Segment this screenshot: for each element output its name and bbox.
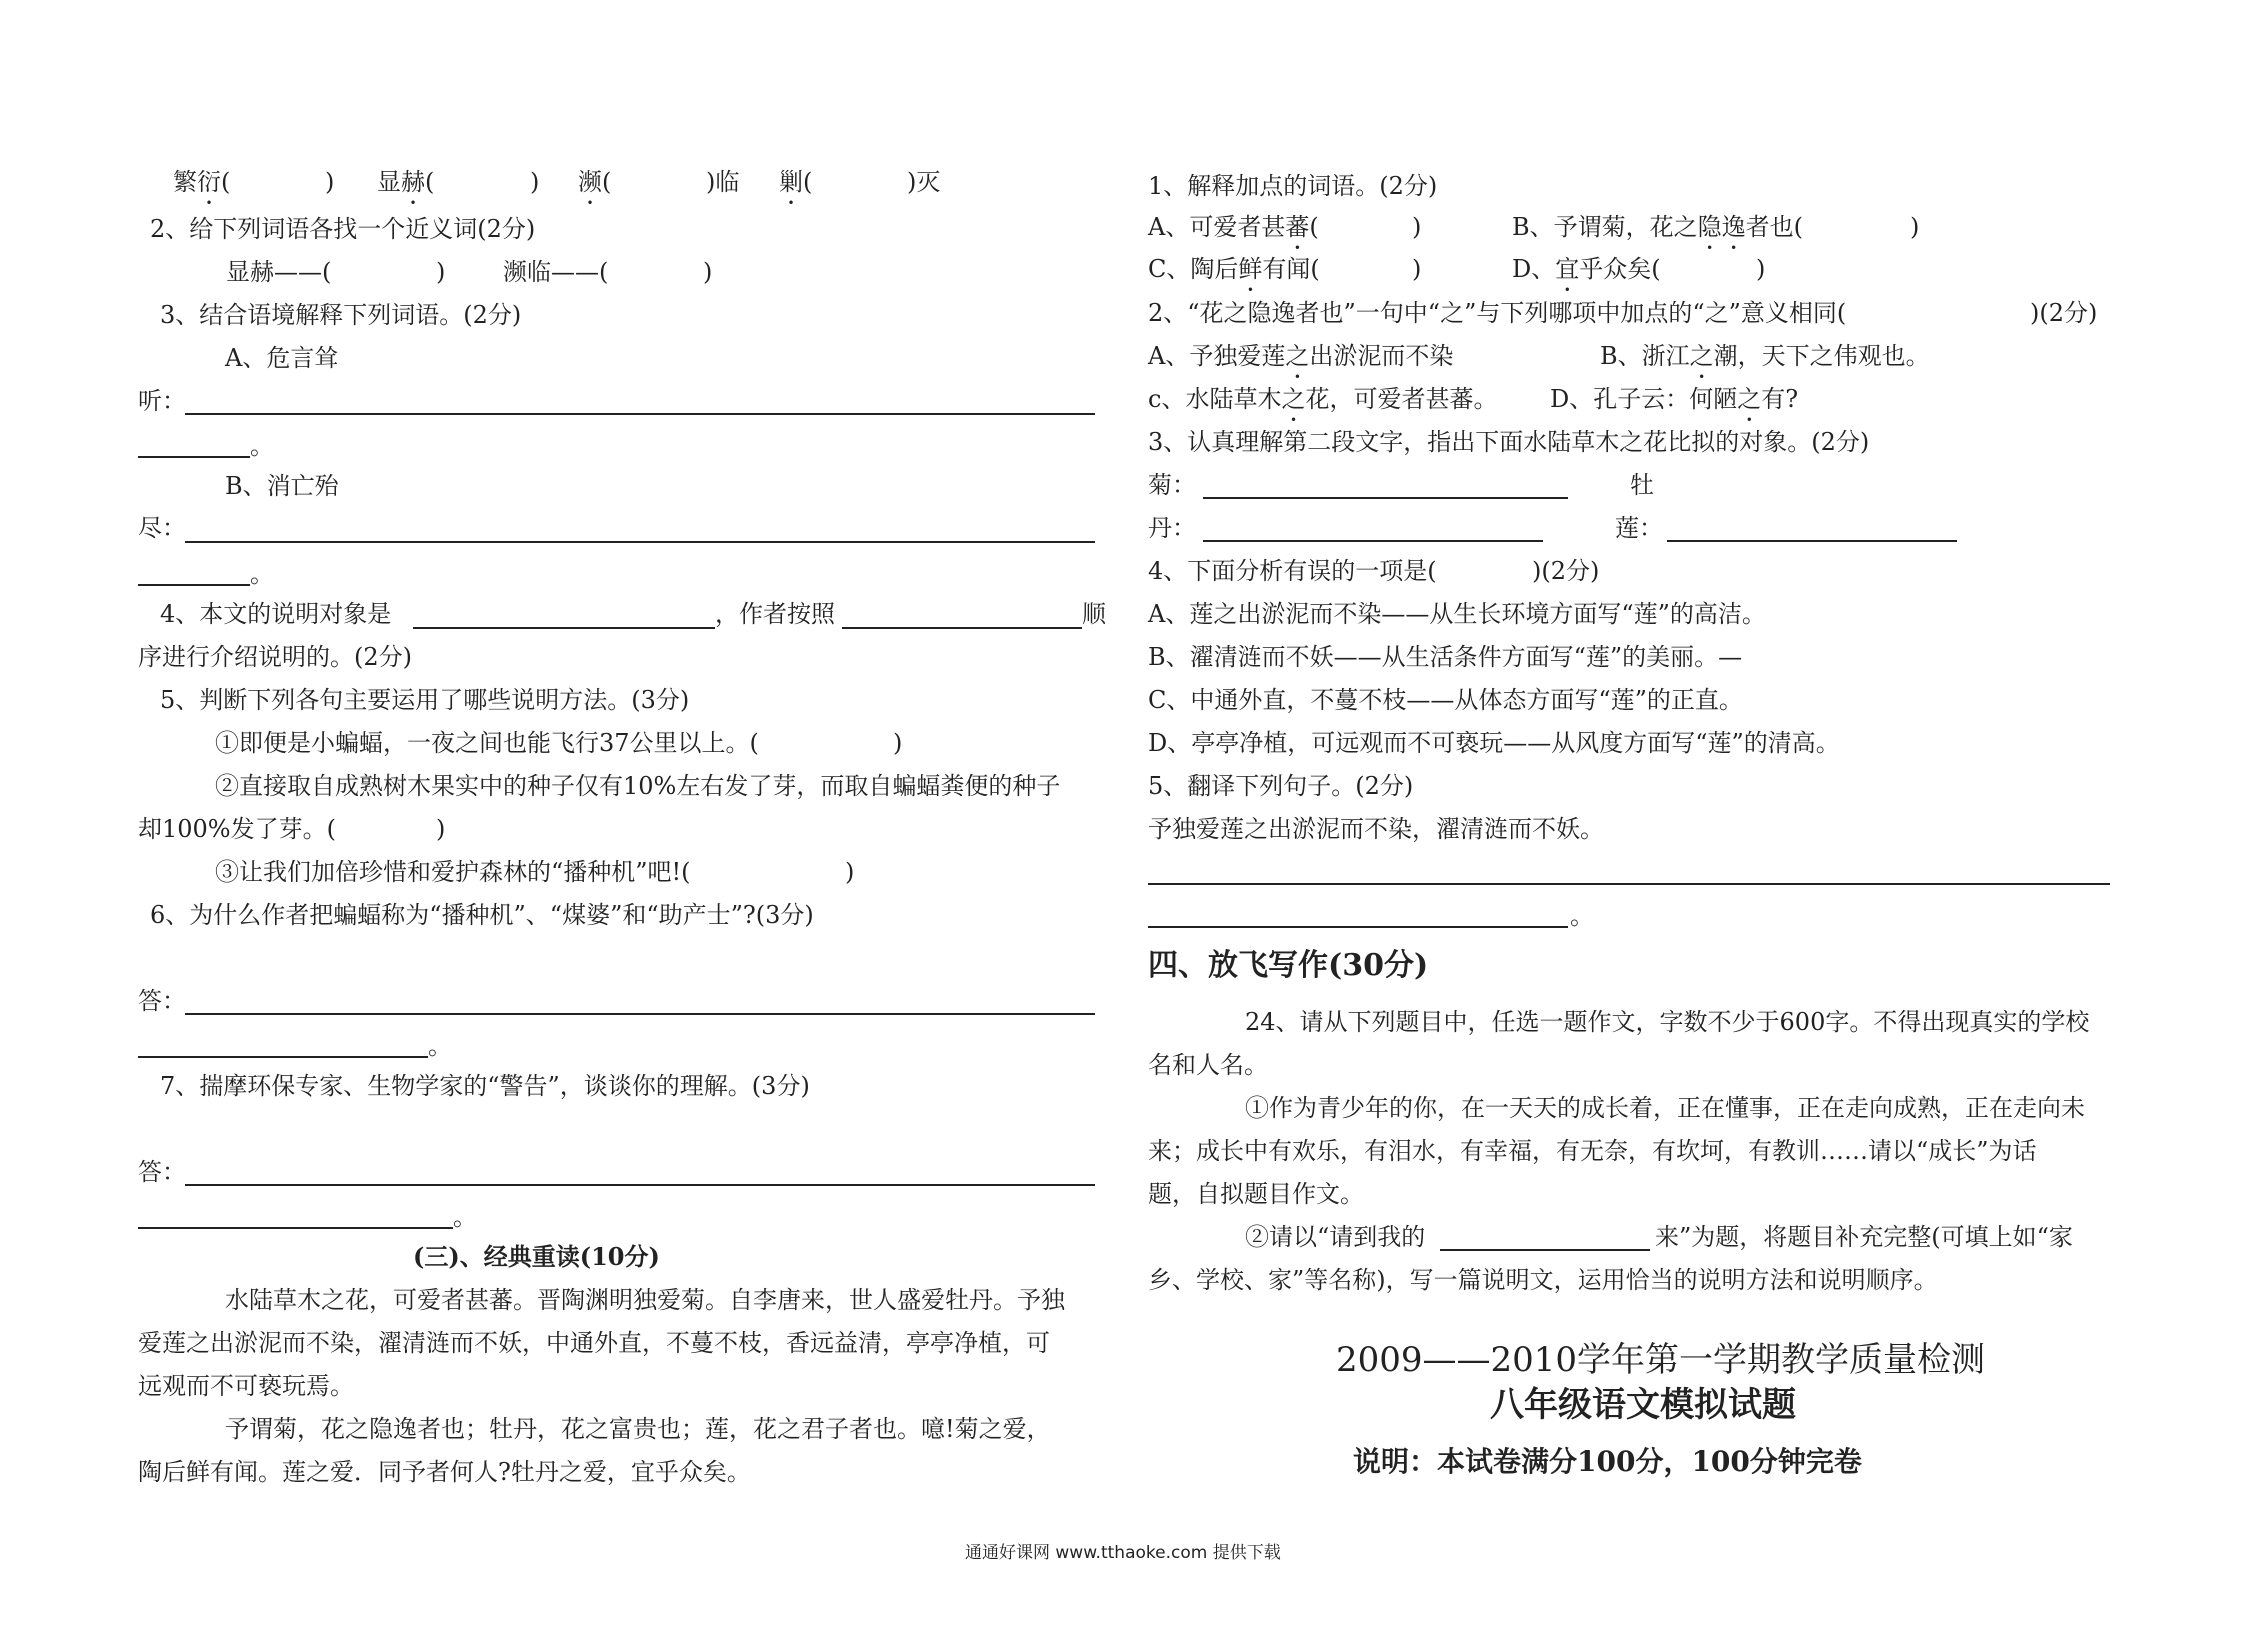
r2a: A、予独爱莲之出淤泥而不染 bbox=[1148, 342, 1454, 370]
answer-prefix: 答： bbox=[138, 1158, 186, 1186]
r2b: B、浙江之潮，天下之伟观也。 bbox=[1600, 342, 1930, 370]
q3b-prefix: 尽： bbox=[138, 514, 186, 542]
r3-text: 3、认真理解第二段文字，指出下面水陆草木之花比拟的对象。(2分) bbox=[1148, 428, 1870, 456]
section-4-heading: 四、放飞写作(30分) bbox=[1148, 948, 1429, 983]
r4-text: 4、下面分析有误的一项是( bbox=[1148, 557, 1437, 585]
writing-line: 名和人名。 bbox=[1148, 1051, 1268, 1079]
answer-line[interactable] bbox=[185, 1013, 1095, 1015]
q1-word-binlin: 濒( bbox=[578, 168, 612, 196]
answer-line[interactable] bbox=[138, 584, 250, 586]
q3a-text: A、危言耸 bbox=[225, 344, 339, 372]
passage-line: 水陆草木之花，可爱者甚蕃。晋陶渊明独爱菊。自李唐来，世人盛爱牡丹。予独 bbox=[225, 1286, 1065, 1314]
footer-credit: 通通好课网 www.tthaoke.com 提供下载 bbox=[965, 1543, 1281, 1563]
r3-dan: 丹： bbox=[1148, 514, 1196, 542]
q1-word-xianhe: 显赫( bbox=[377, 168, 435, 196]
r4c: C、中通外直，不蔓不枝——从体态方面写“莲”的正直。 bbox=[1148, 686, 1743, 714]
r1b-close: ) bbox=[1910, 213, 1920, 241]
q5-item: 却100%发了芽。( bbox=[138, 815, 336, 843]
writing-line: 来”为题，将题目补充完整(可填上如“家 bbox=[1655, 1223, 2073, 1251]
period: 。 bbox=[250, 560, 274, 588]
exam-subtitle: 八年级语文模拟试题 bbox=[1490, 1385, 1796, 1425]
q4-text: ，作者按照 bbox=[715, 600, 835, 628]
q5-close: ) bbox=[436, 815, 446, 843]
r4-close: )(2分) bbox=[1532, 557, 1600, 585]
writing-line: 题，自拟题目作文。 bbox=[1148, 1180, 1364, 1208]
r2c: c、水陆草木之花，可爱者甚蕃。 bbox=[1148, 385, 1498, 413]
answer-line[interactable] bbox=[1667, 540, 1957, 542]
writing-line: ①作为青少年的你，在一天天的成长着，正在懂事，正在走向成熟，正在走向未 bbox=[1245, 1094, 2085, 1122]
exam-title: 2009——2010学年第一学期教学质量检测 bbox=[1336, 1340, 1986, 1380]
r4d: D、亭亭净植，可远观而不可亵玩——从风度方面写“莲”的清高。 bbox=[1148, 729, 1840, 757]
answer-line[interactable] bbox=[1203, 540, 1543, 542]
q1-word-fanyan: 繁衍( bbox=[173, 168, 231, 196]
q1-close: )临 bbox=[706, 168, 740, 196]
writing-line: ②请以“请到我的 bbox=[1245, 1223, 1426, 1251]
period: 。 bbox=[453, 1203, 477, 1231]
q1-close: ) bbox=[530, 168, 540, 196]
q2-text: 2、给下列词语各找一个近义词(2分) bbox=[150, 215, 536, 243]
answer-line[interactable] bbox=[185, 413, 1095, 415]
r2d: D、孔子云：何陋之有? bbox=[1550, 385, 1799, 413]
q3a-prefix: 听： bbox=[138, 387, 186, 415]
q5-text: 5、判断下列各句主要运用了哪些说明方法。(3分) bbox=[160, 686, 690, 714]
r3-lian: 莲： bbox=[1615, 514, 1663, 542]
answer-line[interactable] bbox=[1148, 883, 2110, 885]
period: 。 bbox=[250, 432, 274, 460]
period: 。 bbox=[428, 1032, 452, 1060]
passage-line: 予谓菊，花之隐逸者也；牡丹，花之富贵也；莲，花之君子者也。噫!菊之爱， bbox=[225, 1415, 1051, 1443]
q2-item: ) bbox=[703, 258, 713, 286]
answer-line[interactable] bbox=[138, 456, 250, 458]
r1d: D、宜乎众矣( bbox=[1512, 255, 1661, 283]
answer-line[interactable] bbox=[185, 1184, 1095, 1186]
r1-text: 1、解释加点的词语。(2分) bbox=[1148, 172, 1438, 200]
passage-line: 爱莲之出淤泥而不染，濯清涟而不妖，中通外直，不蔓不枝，香远益清，亭亭净植，可 bbox=[138, 1329, 1050, 1357]
q5-close: ) bbox=[845, 858, 855, 886]
q4-text: 4、本文的说明对象是 bbox=[160, 600, 392, 628]
q5-item: ②直接取自成熟树木果实中的种子仅有10%左右发了芽，而取自蝙蝠粪便的种子 bbox=[215, 772, 1061, 800]
q2-item: 显赫——( bbox=[226, 258, 332, 286]
q6-text: 6、为什么作者把蝙蝠称为“播种机”、“煤婆”和“助产士”?(3分) bbox=[150, 901, 814, 929]
answer-line[interactable] bbox=[138, 1227, 453, 1229]
exam-note: 说明：本试卷满分100分，100分钟完卷 bbox=[1353, 1445, 1862, 1478]
writing-line: 乡、学校、家”等名称)，写一篇说明文，运用恰当的说明方法和说明顺序。 bbox=[1148, 1266, 1938, 1294]
r1b: B、予谓菊，花之隐逸者也( bbox=[1512, 213, 1804, 241]
answer-line[interactable] bbox=[138, 1056, 428, 1058]
writing-line: 来；成长中有欢乐，有泪水，有幸福，有无奈，有坎坷，有教训……请以“成长”为话 bbox=[1148, 1137, 2037, 1165]
r3-ju: 菊： bbox=[1148, 471, 1196, 499]
q3b-text: B、消亡殆 bbox=[225, 472, 339, 500]
q2-item: ) bbox=[436, 258, 446, 286]
passage-line: 陶后鲜有闻。莲之爱．同予者何人?牡丹之爱，宜乎众矣。 bbox=[138, 1458, 751, 1486]
q3-text: 3、结合语境解释下列词语。(2分) bbox=[160, 301, 522, 329]
r4a: A、莲之出淤泥而不染——从生长环境方面写“莲”的高洁。 bbox=[1148, 600, 1766, 628]
answer-line[interactable] bbox=[1440, 1249, 1650, 1251]
passage-line: 远观而不可亵玩焉。 bbox=[138, 1372, 354, 1400]
section-3-heading: (三)、经典重读(10分) bbox=[413, 1242, 660, 1271]
answer-line[interactable] bbox=[842, 627, 1082, 629]
r1c: C、陶后鲜有闻( bbox=[1148, 255, 1320, 283]
answer-line[interactable] bbox=[185, 541, 1095, 543]
answer-line[interactable] bbox=[413, 627, 715, 629]
q1-word-jiaomie: 剿( bbox=[779, 168, 813, 196]
answer-line[interactable] bbox=[1203, 497, 1568, 499]
period: 。 bbox=[1570, 902, 1594, 930]
r1a-close: ) bbox=[1412, 213, 1422, 241]
r2-text: 2、“花之隐逸者也”一句中“之”与下列哪项中加点的“之”意义相同( bbox=[1148, 299, 1847, 327]
q2-item: 濒临——( bbox=[503, 258, 609, 286]
r1c-close: ) bbox=[1412, 255, 1422, 283]
q4-text: 序进行介绍说明的。(2分) bbox=[138, 643, 412, 671]
q4-text: 顺 bbox=[1082, 600, 1106, 628]
answer-prefix: 答： bbox=[138, 987, 186, 1015]
writing-line: 24、请从下列题目中，任选一题作文，字数不少于600字。不得出现真实的学校 bbox=[1245, 1008, 2090, 1036]
q1-close: ) bbox=[325, 168, 335, 196]
r1a: A、可爱者甚蕃( bbox=[1148, 213, 1319, 241]
q5-item: ③让我们加倍珍惜和爱护森林的“播种机”吧!( bbox=[215, 858, 691, 886]
answer-line[interactable] bbox=[1148, 926, 1568, 928]
r5-text: 5、翻译下列句子。(2分) bbox=[1148, 772, 1414, 800]
q1-close: )灭 bbox=[907, 168, 941, 196]
r5-sentence: 予独爱莲之出淤泥而不染，濯清涟而不妖。 bbox=[1148, 815, 1604, 843]
q5-item: ①即便是小蝙蝠，一夜之间也能飞行37公里以上。( bbox=[215, 729, 759, 757]
q5-close: ) bbox=[893, 729, 903, 757]
r2-close: )(2分) bbox=[2030, 299, 2098, 327]
r4b: B、濯清涟而不妖——从生活条件方面写“莲”的美丽。— bbox=[1148, 643, 1743, 671]
r1d-close: ) bbox=[1756, 255, 1766, 283]
q7-text: 7、揣摩环保专家、生物学家的“警告”，谈谈你的理解。(3分) bbox=[160, 1072, 810, 1100]
r3-mu: 牡 bbox=[1630, 471, 1654, 499]
